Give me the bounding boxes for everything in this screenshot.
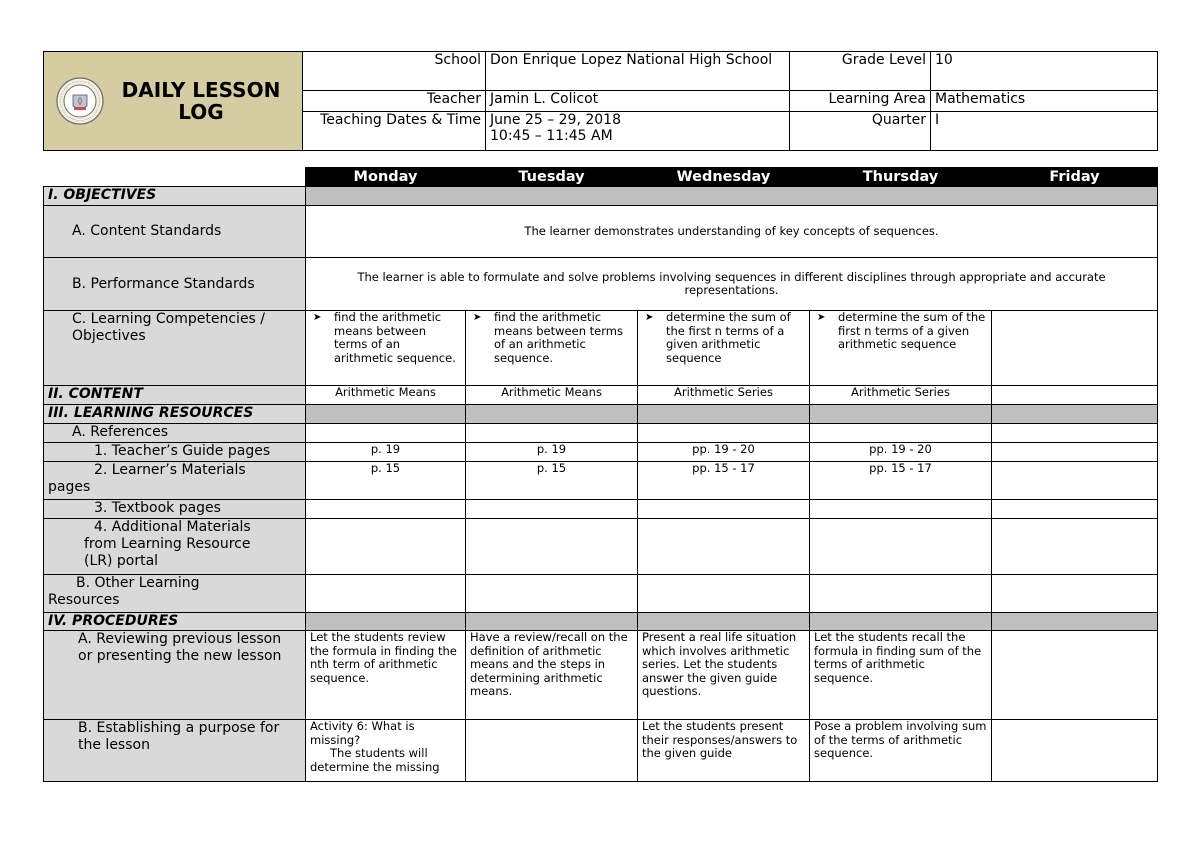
empty-cell — [992, 424, 1158, 443]
competency-monday — [306, 311, 466, 386]
empty-cell — [992, 519, 1158, 575]
purpose-wednesday: Let the students present their responses/answers to the given guide — [638, 720, 810, 782]
teacher-label: Teacher — [303, 91, 486, 111]
shade-cell — [810, 613, 992, 631]
purpose-tuesday — [466, 720, 638, 782]
performance-standards-text: The learner is able to formulate and solve problems involving sequences in different disciplines through appropriate and accurate representations. — [306, 258, 1158, 311]
row-label-references: A. References — [44, 424, 306, 443]
learners-materials-friday — [992, 462, 1158, 500]
shade-cell — [638, 405, 810, 424]
quarter-value: I — [931, 111, 1158, 150]
reviewing-friday — [992, 631, 1158, 720]
empty-cell — [810, 575, 992, 613]
empty-cell — [306, 575, 466, 613]
row-label-additional-materials — [44, 519, 306, 575]
learning-area-label: Learning Area — [790, 91, 931, 111]
empty-cell — [466, 519, 638, 575]
learners-materials-monday: p. 15 — [306, 462, 466, 500]
content-thursday: Arithmetic Series — [810, 386, 992, 405]
empty-cell — [638, 519, 810, 575]
empty-cell — [810, 500, 992, 519]
teaching-time: 10:45 – 11:45 AM — [490, 127, 613, 144]
teaching-dates-value — [486, 111, 790, 150]
teachers-guide-wednesday: pp. 19 - 20 — [638, 443, 810, 462]
content-standards-text: The learner demonstrates understanding of key concepts of sequences. — [306, 206, 1158, 258]
empty-cell — [810, 519, 992, 575]
teachers-guide-friday — [992, 443, 1158, 462]
learners-materials-thursday: pp. 15 - 17 — [810, 462, 992, 500]
competency-wednesday — [638, 311, 810, 386]
deped-seal-icon — [56, 77, 104, 125]
empty-cell — [638, 500, 810, 519]
shade-cell — [992, 405, 1158, 424]
row-label-learners-materials — [44, 462, 306, 500]
purpose-friday — [992, 720, 1158, 782]
header-table — [43, 51, 1158, 151]
empty-cell — [992, 575, 1158, 613]
empty-cell — [992, 500, 1158, 519]
learners-materials-label-line1: 2. Learner’s Materials — [94, 462, 246, 478]
section-learning-resources: III. LEARNING RESOURCES — [44, 405, 306, 424]
day-header-tuesday: Tuesday — [466, 168, 638, 187]
teachers-guide-monday: p. 19 — [306, 443, 466, 462]
reviewing-tuesday: Have a review/recall on the definition of arithmetic means and the steps in determining arithmetic means. — [466, 631, 638, 720]
competency-thursday — [810, 311, 992, 386]
purpose-monday-activity: Activity 6: What is missing? — [310, 719, 415, 747]
empty-cell — [638, 575, 810, 613]
lesson-log-table — [43, 167, 1158, 782]
empty-cell — [466, 500, 638, 519]
other-resources-label-line2: Resources — [48, 592, 120, 608]
competency-item: ➤ find the arithmetic means between terms of an arithmetic sequence. — [310, 311, 461, 365]
learners-materials-wednesday: pp. 15 - 17 — [638, 462, 810, 500]
empty-cell — [306, 424, 466, 443]
other-resources-label-line1: B. Other Learning — [76, 575, 200, 591]
row-label-competencies: C. Learning Competencies / Objectives — [44, 311, 306, 386]
day-header-friday: Friday — [992, 168, 1158, 187]
empty-cell — [810, 424, 992, 443]
competency-item: ➤ determine the sum of the first n terms of a given arithmetic sequence — [642, 311, 805, 365]
shade-cell — [306, 405, 466, 424]
empty-cell — [638, 424, 810, 443]
row-label-other-resources — [44, 575, 306, 613]
additional-materials-label-line3: (LR) portal — [84, 553, 159, 569]
teachers-guide-tuesday: p. 19 — [466, 443, 638, 462]
empty-cell — [306, 519, 466, 575]
empty-cell — [466, 424, 638, 443]
teacher-value: Jamin L. Colicot — [486, 91, 790, 111]
logo-cell — [44, 52, 303, 151]
additional-materials-label-line1: 4. Additional Materials — [94, 519, 251, 535]
section-content: II. CONTENT — [44, 386, 306, 405]
row-label-performance-standards: B. Performance Standards — [44, 258, 306, 311]
school-label: School — [303, 52, 486, 91]
teaching-dates-label: Teaching Dates & Time — [303, 111, 486, 150]
shade-cell — [466, 613, 638, 631]
purpose-monday — [306, 720, 466, 782]
row-label-teachers-guide: 1. Teacher’s Guide pages — [44, 443, 306, 462]
teaching-dates: June 25 – 29, 2018 — [490, 111, 621, 128]
row-label-content-standards: A. Content Standards — [44, 206, 306, 258]
content-friday — [992, 386, 1158, 405]
shade-cell — [638, 613, 810, 631]
reviewing-wednesday: Present a real life situation which involves arithmetic series. Let the students answer the given guide questions. — [638, 631, 810, 720]
reviewing-monday: Let the students review the formula in finding the nth term of arithmetic sequence. — [306, 631, 466, 720]
day-header-thursday: Thursday — [810, 168, 992, 187]
purpose-monday-text: The students will determine the missing — [310, 746, 440, 774]
competency-tuesday — [466, 311, 638, 386]
school-value: Don Enrique Lopez National High School — [486, 52, 790, 91]
row-label-purpose: B. Establishing a purpose for the lesson — [44, 720, 306, 782]
additional-materials-label-line2: from Learning Resource — [84, 536, 251, 552]
section-objectives-bar — [306, 187, 1158, 206]
teachers-guide-thursday: pp. 19 - 20 — [810, 443, 992, 462]
section-procedures: IV. PROCEDURES — [44, 613, 306, 631]
grade-level-value: 10 — [931, 52, 1158, 91]
learners-materials-tuesday: p. 15 — [466, 462, 638, 500]
purpose-thursday: Pose a problem involving sum of the terms of arithmetic sequence. — [810, 720, 992, 782]
quarter-label: Quarter — [790, 111, 931, 150]
learning-area-value: Mathematics — [931, 91, 1158, 111]
corner-cell — [44, 168, 306, 187]
shade-cell — [466, 405, 638, 424]
reviewing-thursday: Let the students recall the formula in finding sum of the terms of arithmetic sequence. — [810, 631, 992, 720]
row-label-reviewing: A. Reviewing previous lesson or presenting the new lesson — [44, 631, 306, 720]
row-label-textbook: 3. Textbook pages — [44, 500, 306, 519]
content-monday: Arithmetic Means — [306, 386, 466, 405]
competency-friday — [992, 311, 1158, 386]
day-header-monday: Monday — [306, 168, 466, 187]
grade-level-label: Grade Level — [790, 52, 931, 91]
section-objectives: I. OBJECTIVES — [44, 187, 306, 206]
competency-item: ➤ find the arithmetic means between terms of an arithmetic sequence. — [470, 311, 633, 365]
content-tuesday: Arithmetic Means — [466, 386, 638, 405]
document-title: DAILY LESSON LOG — [121, 78, 281, 124]
shade-cell — [810, 405, 992, 424]
learners-materials-label-line2: pages — [48, 479, 91, 495]
content-wednesday: Arithmetic Series — [638, 386, 810, 405]
shade-cell — [306, 613, 466, 631]
competency-item: ➤ determine the sum of the first n terms of a given arithmetic sequence — [814, 311, 987, 352]
day-header-wednesday: Wednesday — [638, 168, 810, 187]
empty-cell — [306, 500, 466, 519]
shade-cell — [992, 613, 1158, 631]
empty-cell — [466, 575, 638, 613]
